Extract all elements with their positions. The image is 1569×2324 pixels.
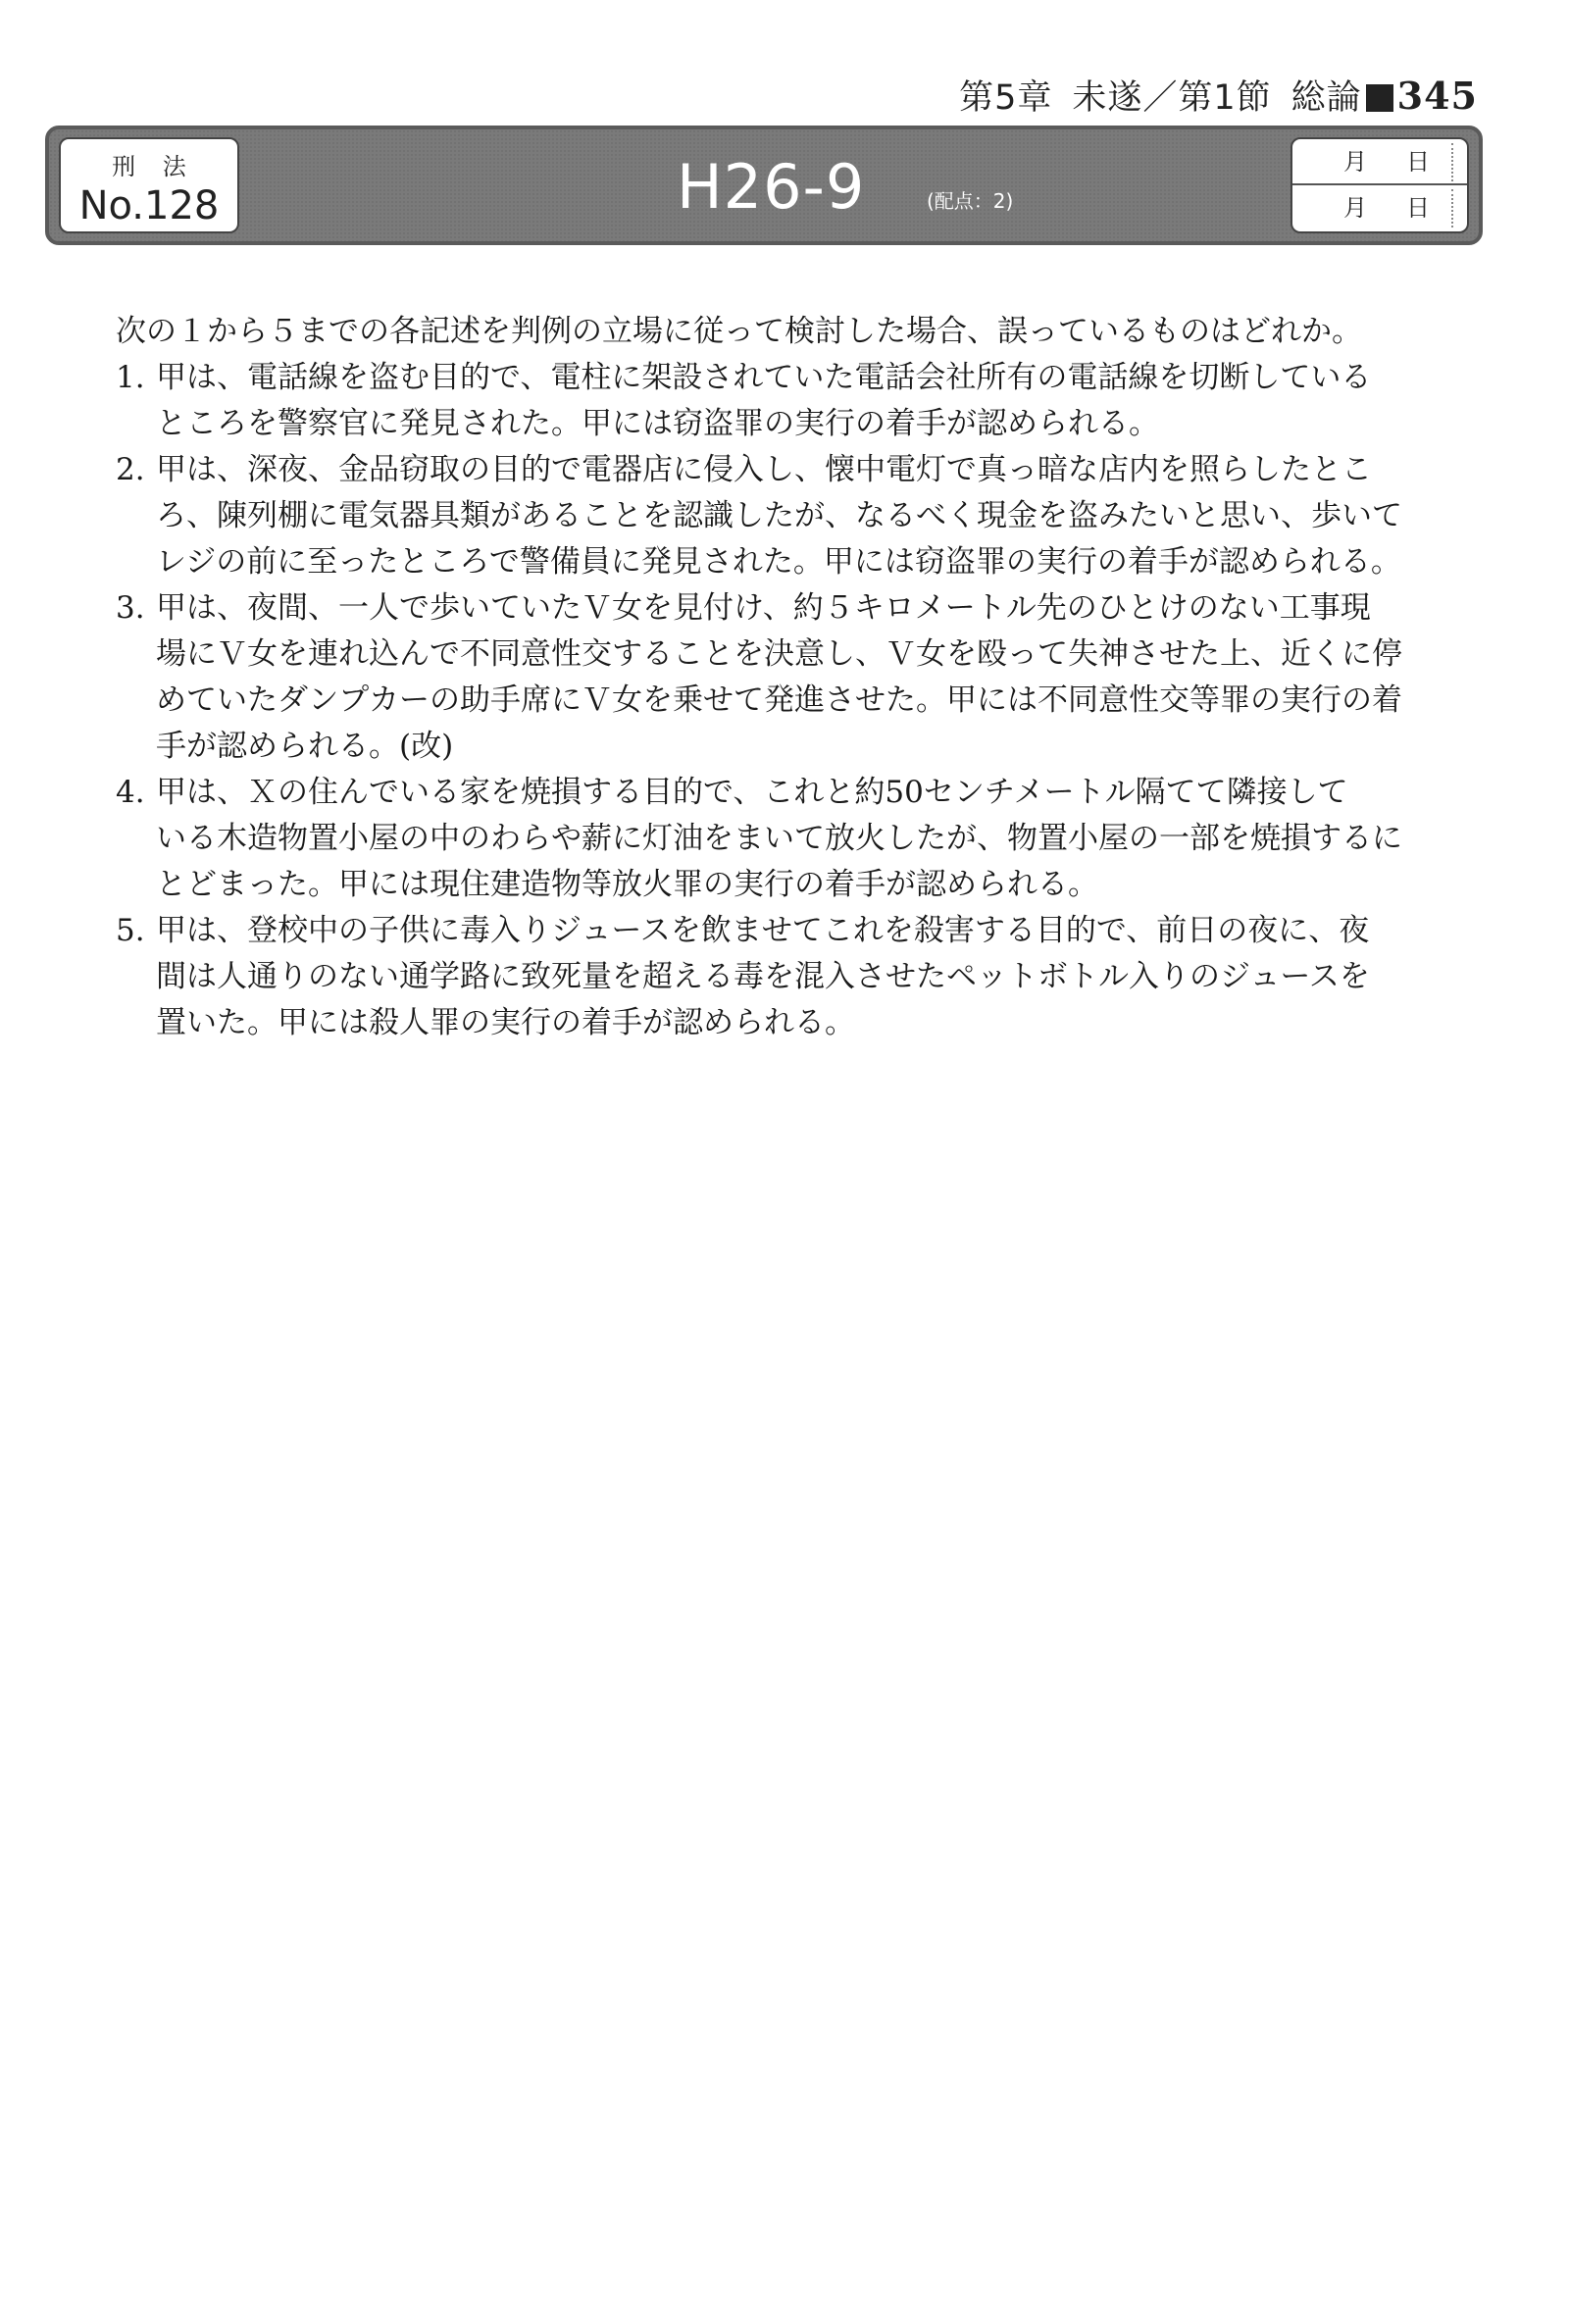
question-number: No.128 <box>78 183 220 228</box>
choice-text-line: 場にＶ女を連れ込んで不同意性交することを決意し、Ｖ女を殴って失神させた上、近くに停 <box>156 636 1402 672</box>
choice-number: 5. <box>116 913 145 948</box>
chapter-number: 第5章 <box>959 78 1053 118</box>
points-label: (配点：2) <box>927 189 1014 213</box>
choice-item <box>116 585 1489 770</box>
choice-text-line: ところを警察官に発見された。甲には窃盗罪の実行の着手が認められる。 <box>156 406 1159 441</box>
choice-number: 3. <box>116 590 145 626</box>
choice-text-line: 甲は、Ｘの住んでいる家を焼損する目的で、これと約50センチメートル隔てて隣接して <box>156 775 1348 810</box>
date-row <box>1292 185 1467 231</box>
question-stem: 次の１から５までの各記述を判例の立場に従って検討した場合、誤っているものはどれか。 <box>116 314 1362 349</box>
choice-item <box>116 447 1489 585</box>
dotted-divider <box>1451 143 1453 181</box>
choice-text-line: 置いた。甲には殺人罪の実行の着手が認められる。 <box>156 1005 855 1040</box>
subject-box <box>59 137 239 233</box>
section-title: 総論 <box>1291 78 1362 118</box>
chapter-title: 未遂／第1節 <box>1072 78 1272 118</box>
choice-text-line: 甲は、夜間、一人で歩いていたＶ女を見付け、約５キロメートル先のひとけのない工事現 <box>156 590 1371 626</box>
choice-number: 2. <box>116 452 145 487</box>
square-bullet-icon <box>1366 84 1393 112</box>
choice-text-line: とどまった。甲には現住建造物等放火罪の実行の着手が認められる。 <box>156 867 1098 902</box>
choice-text-line: レジの前に至ったところで警備員に発見された。甲には窃盗罪の実行の着手が認められる。 <box>156 544 1401 580</box>
choice-text-line: ろ、陳列棚に電気器具類があることを認識したが、なるべく現金を盗みたいと思い、歩いて <box>156 498 1402 533</box>
choice-text-line: 間は人通りのない通学路に致死量を超える毒を混入させたペットボトル入りのジュースを <box>156 959 1370 994</box>
subject-label: 刑 法 <box>112 153 196 180</box>
date-row <box>1292 139 1467 185</box>
date-check-box <box>1291 137 1469 233</box>
choice-number: 1. <box>116 360 145 395</box>
choice-item <box>116 355 1489 447</box>
month-label: 月 <box>1343 148 1367 176</box>
choice-text-line: いる木造物置小屋の中のわらや薪に灯油をまいて放火したが、物置小屋の一部を焼損するに <box>156 821 1402 856</box>
choice-number: 4. <box>116 775 145 810</box>
choice-text-line: 甲は、電話線を盗む目的で、電柱に架設されていた電話会社所有の電話線を切断している <box>156 360 1372 395</box>
choice-item <box>116 908 1489 1046</box>
dotted-divider <box>1451 189 1453 227</box>
exam-code: H26-9 <box>677 151 866 223</box>
day-label: 日 <box>1406 148 1430 176</box>
choice-text-line: 手が認められる。(改) <box>156 729 454 764</box>
running-head <box>959 71 1478 120</box>
question-header-bar <box>45 126 1483 245</box>
choice-text-line: 甲は、深夜、金品窃取の目的で電器店に侵入し、懐中電灯で真っ暗な店内を照らしたとこ <box>156 452 1372 487</box>
choice-text-line: 甲は、登校中の子供に毒入りジュースを飲ませてこれを殺害する目的で、前日の夜に、夜 <box>156 913 1370 948</box>
question-body <box>116 309 1489 1046</box>
choice-text-line: めていたダンプカーの助手席にＶ女を乗せて発進させた。甲には不同意性交等罪の実行の着 <box>156 682 1402 718</box>
month-label: 月 <box>1343 194 1367 222</box>
choice-item <box>116 770 1489 908</box>
day-label: 日 <box>1406 194 1430 222</box>
page-number: 345 <box>1396 74 1478 118</box>
